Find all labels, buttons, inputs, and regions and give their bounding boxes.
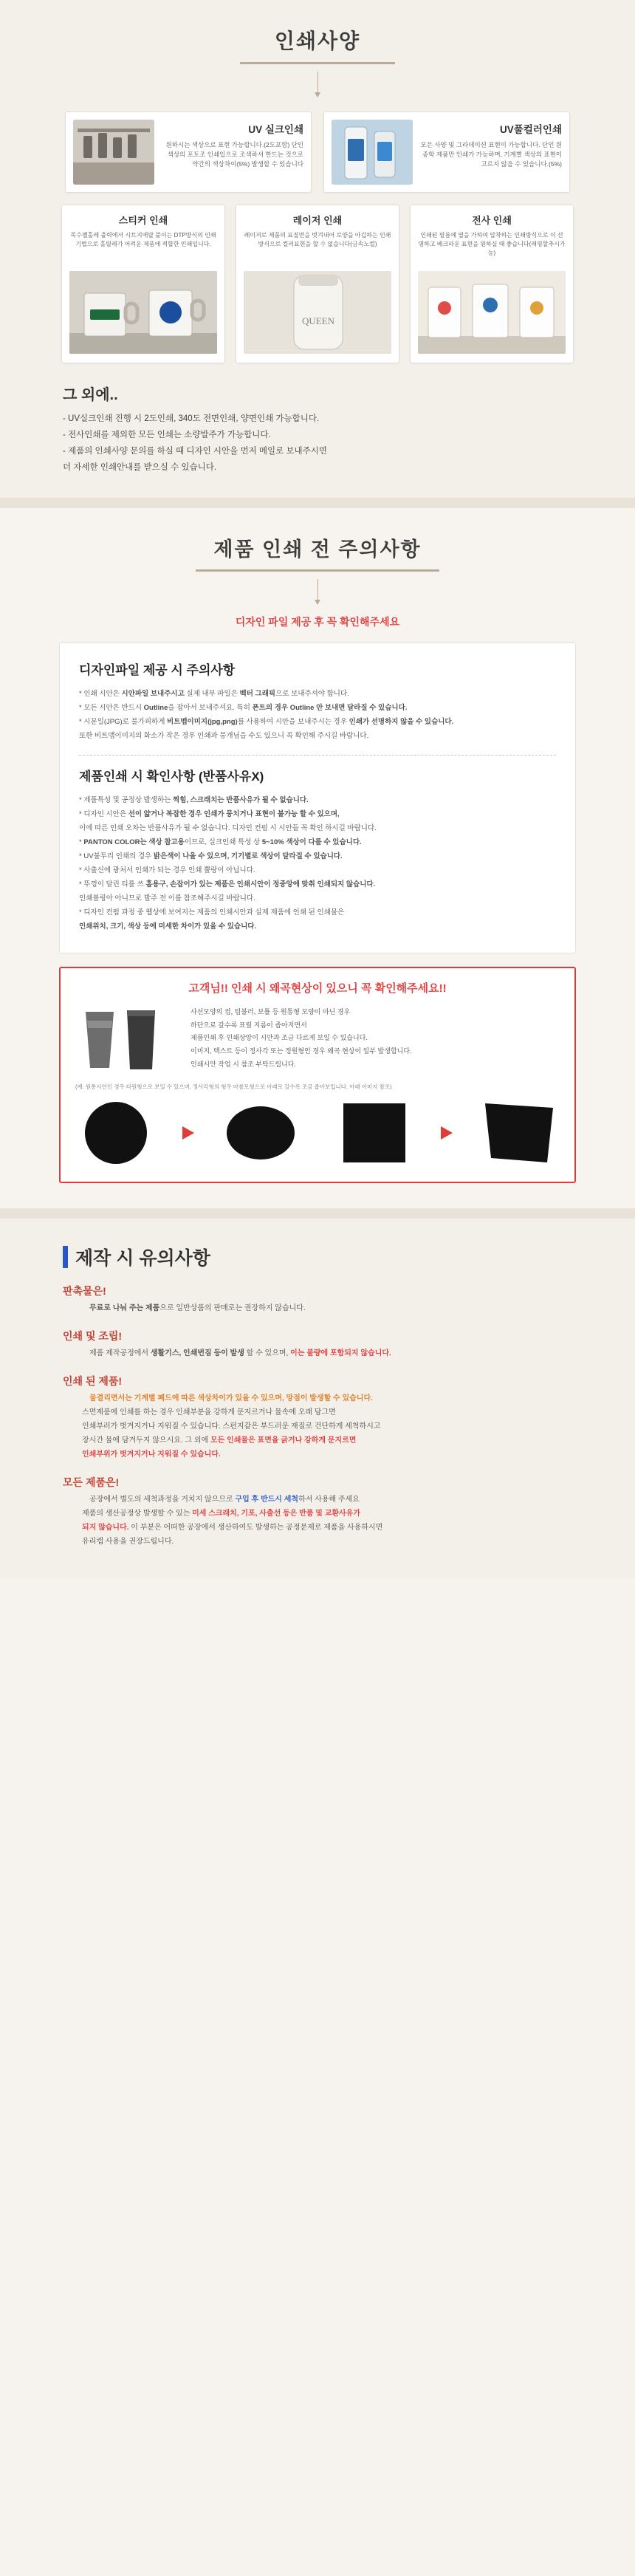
card-uv-silk [65,112,312,193]
photo-laser [244,271,391,354]
box2-item: * PANTON COLOR는 색상 참고용이므로, 실크인쇄 특성 상 5~10% 색상이 다를 수 있습니다. [79,838,362,847]
box2-item: 이에 따른 인쇄 오차는 반품사유가 될 수 없습니다. 디자인 컨펌 시 시안들 꼭 확인 하시길 바랍니다. [79,824,377,833]
uv-fullcolor-illustration [332,120,413,185]
etc-title: 그 외에.. [63,387,118,403]
note-block-promo [63,1284,572,1315]
note-line: 공장에서 별도의 세척과정을 거치지 않으므로 구입 후 반드시 세척하셔 사용해 주세요 [89,1496,360,1504]
warn-line: 사선모양의 컵, 텀블러, 보틀 등 원통형 모양이 아닌 경우 [190,1008,351,1016]
card-title: 전사 인쇄 [472,215,512,226]
shape-ellipse-result [213,1099,308,1167]
box1-item: 또한 비트맵이미지의 화소가 작은 경우 인쇄과 뭉개님을 수도 있으니 꼭 확인해 주시길 바랍니다. [79,732,369,741]
divider-band-2 [0,1208,635,1219]
print-type-cards-bottom [0,205,635,363]
photo-uv-silk [73,120,154,185]
card-sticker [61,205,225,363]
cup-shapes-illustration [75,1006,179,1074]
box2-item: 인쇄볼링아 아니므로 발주 전 이를 참조해주시길 바랍니다. [79,894,255,903]
card-title: UV풀컬러인쇄 [500,124,562,135]
box1-item: * 시문일(JPG)로 불가피하게 비트맵이미지(jpg,png)를 사용하여 시안을 보내주시는 경우 인쇄가 선명하지 않을 수 있습니다. [79,718,454,727]
etc-item: - 제품의 인쇄사양 문의를 하실 때 디자인 시안을 먼저 메일로 보내주시면 [63,446,327,456]
shape-square-original [327,1099,422,1167]
note-head: 인쇄 및 조립! [63,1330,123,1343]
card-title: UV 실크인쇄 [248,124,303,135]
uv-silk-illustration [73,120,154,185]
print-type-cards-top [0,112,635,193]
warn-line: 제품인쇄 후 인쇄상앙이 시안과 조금 다르게 보일 수 있습니다. [190,1034,368,1042]
etc-item: 더 자세한 인쇄안내를 받으실 수 있습니다. [63,462,217,472]
sticker-mugs-illustration [69,271,217,354]
note-line: 인쇄부위가 벗겨지거나 지워질 수 있습니다. [82,1450,221,1459]
box2-item: 인쇄위치, 크기, 색상 등에 미세한 차이가 있을 수 있습니다. [79,922,257,931]
warn-line: 하단으로 갈수록 표릴 지름이 좁아지면서 [190,1021,307,1029]
note-block-printed-product [63,1374,572,1462]
card-desc: 레이저로 제품의 표질면을 벗겨내어 로양을 아깁하는 인쇄방식으로 컬러표현을 할 수 없습니다(금속노컬) [244,232,391,247]
section3-header [63,1244,572,1270]
note-line: 제품의 생산공정상 발생할 수 있는 미세 스크래치, 기포, 사출선 등은 반품 및 교환사유가 [82,1510,361,1518]
photo-sticker [69,271,217,354]
box1-item: * 인쇄 시안은 시안파일 보내주시고 실제 내부 파일은 벡터 그래픽으로 보내주셔야 합니다. [79,690,349,699]
box2-item: * UV불투리 인쇄의 경우 밝은색이 나올 수 있으며, 기기별로 색상이 달라질 수 있습니다. [79,852,343,861]
card-uv-fullcolor [323,112,570,193]
note-block-all-products [63,1475,572,1549]
distortion-warning-box [59,967,576,1183]
shape-trapezoid-result [472,1099,566,1167]
box2-list [79,793,556,934]
note-line: 유리캡 사용을 권장드립니다. [82,1538,174,1546]
note-head: 인쇄 된 제품! [63,1375,123,1388]
box2-item: * 디자인 시안은 선이 얇거나 복잡한 경우 인쇄가 뭉치거나 표현이 불가능 할 수 있으며, [79,810,340,819]
note-line: 되지 않습니다. 이 부분은 어떠한 공장에서 생산하여도 발생하는 공정문제로 제품을 사용하시면 [82,1524,383,1532]
note-head: 모든 제품은! [63,1476,120,1489]
box2-item: * 제품특성 및 공정상 발생하는 찍힘, 스크래치는 반품사유가 될 수 없습니다. [79,796,309,805]
section1-title: 인쇄사양 [274,30,361,52]
warn-line: 이미지, 텍스트 등이 정사각 또는 정원형인 경우 왜곡 현상이 일부 발생합니다. [190,1047,412,1055]
note-line: 제품 제작공정에서 생활기스, 인쇄번짐 등이 발생 할 수 있으며, 이는 불량에 포함되지 않습니다. [89,1349,391,1358]
box1-list [79,687,556,743]
title-underline-2 [196,569,439,572]
photo-transfer [418,271,566,354]
section-manufacturing-notes [0,1219,635,1578]
section2-subtitle: 디자인 파일 제공 후 꼭 확인해주세요 [235,616,400,628]
etc-item: - UV실크인쇄 진행 시 2도인쇄, 340도 전면인쇄, 양면인쇄 가능합니다. [63,414,320,423]
note-line: 장시간 물에 담겨두지 않으시요. 그 외에 모든 인쇄물은 표면을 긁거나 강하게 문지르면 [82,1436,357,1445]
warn-note: (예: 원통시안인 경우 타원형으로 보일 수 있으며, 정사각형의 형우 마름모형으로 아래로 갈수록 조금 좁아보입니다. 아래 이미지 참조) [75,1083,392,1091]
svg-text:QUEEN: QUEEN [301,315,335,326]
note-head: 판촉물은! [63,1285,106,1298]
box2-title: 제품인쇄 시 확인사항 (반품사유X) [79,770,264,784]
transfer-tumblers-illustration [418,271,566,354]
box1-title: 디자인파일 제공 시 주의사항 [79,663,236,678]
shape-comparison-row [75,1099,560,1167]
warn-line: 인쇄시안 작업 시 참조 부탁드립니다. [190,1060,296,1068]
note-line: 인쇄부러가 벗겨지거나 지워질 수 있습니다. 스펀지같은 부드러운 재질로 건단하게 세척하시고 [82,1422,381,1431]
warn-title: 고객님!! 인쇄 시 왜곡현상이 있으니 꼭 확인해주세요!! [188,982,447,996]
note-line: 스면제품에 인쇄를 하는 경우 인쇄부분을 강하게 문지르거나 물속에 오래 담그면 [82,1408,336,1417]
card-desc: 모든 사양 및 그라데이션 표현이 가능합니다. 단인 원종학 제품만 인쇄가 가능하며, 기계별 색상의 표현이 고르지 않을 수 있습니다.(5%) [420,141,562,168]
shape-circle-original [69,1099,163,1167]
arrow-right-icon [182,1126,194,1140]
box2-item: * 뚜껑이 달린 티를 쓰 홈용구, 손잡이가 있는 제품은 인쇄시안이 정중앙에 맞취 인쇄되지 않습니다. [79,880,376,889]
section-precautions [0,508,635,1208]
box2-item: * 사출신에 광처서 인쇄가 되는 경우 인쇄 뿔랑이 아닙니다. [79,866,255,875]
box2-item: * 디자인 컨펌 과정 중 웹상에 보여지는 제품의 인쇄시안과 실제 제품에 인쇄 된 인쇄물은 [79,908,345,917]
card-title: 스티커 인쇄 [118,215,168,226]
photo-uv-fullcolor [332,120,413,185]
laser-tumbler-illustration [244,271,391,354]
accent-bar [63,1246,68,1268]
box1-item: * 모든 시안은 반드시 Outline을 잡아서 보내주셔요. 특히 폰트의 경우 Outline 안 보내면 달라질 수 있습니다. [79,704,408,713]
note-line: 물결리면서는 기계별 폐드에 따른 색상차이가 있을 수 있으며, 망점이 발생할 수 있습니다. [89,1394,373,1403]
etc-block [63,383,572,476]
section2-title: 제품 인쇄 전 주의사항 [213,538,422,561]
note-block-print-assembly [63,1329,572,1360]
etc-item: - 전사인쇄를 제외한 모든 인쇄는 소량발주가 가능합니다. [63,430,271,439]
arrow-right-icon-2 [441,1126,453,1140]
note-line: 무료로 나눠 주는 제품으로 일반상품의 판매로는 권장하지 않습니다. [89,1304,306,1313]
warn-text-block [190,1006,560,1071]
etc-list [63,411,572,476]
section-print-spec [0,0,635,498]
section3-title: 제작 시 유의사항 [75,1248,210,1270]
card-desc: 원하시는 색상으로 표현 가능합니다.(2도포함) 단인 색상의 포토조 인쇄입으로 조색하셔 한드는 것으로 약간의 색상차이(5%) 발생할 수 있습니다 [165,141,303,168]
divider-band-1 [0,498,635,508]
card-title: 레이저 인쇄 [292,215,343,226]
card-laser [236,205,399,363]
card-desc: 인쇄된 필름에 열을 가하여 압착하는 인쇄방식으로 이 선명하고 베크라운 표현을 원하실 때 좋습니다(래핑할추시가능) [418,232,566,256]
design-file-box [59,643,576,953]
card-desc: 목수팰홀레 출력에서 시트지에랄 붙이는 DTP방식의 인쇄기법으로 홀릴레가 어려운 제품에 적합한 인쇄입니다. [70,232,216,247]
title-underline [240,62,395,64]
card-transfer [410,205,574,363]
dashed-divider [79,755,556,756]
